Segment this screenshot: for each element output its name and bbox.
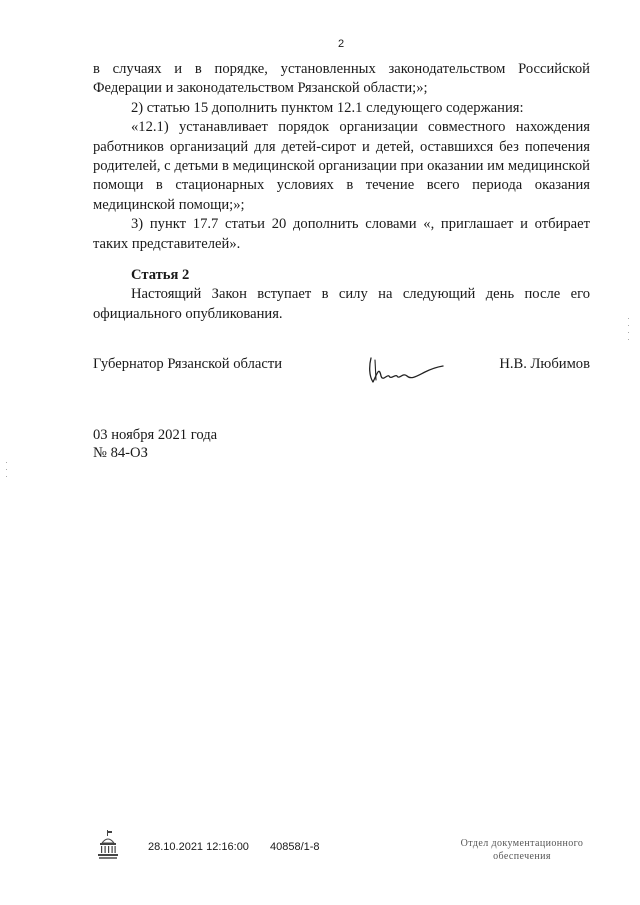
footer-timestamp: 28.10.2021 12:16:00	[148, 841, 249, 853]
paragraph-3: «12.1) устанавливает порядок организации совместного нахождения работников организаций для детей-сирот и детей, оставшихся без попечения родителей, с детьми в медицинской организации при оказании им медицинской помощи в стационарных условиях в течение всего периода оказания медицинской помощи;»;	[93, 119, 590, 213]
handwritten-signature	[365, 352, 445, 388]
stamp-line-1: Отдел документационного	[460, 838, 584, 849]
footer-doc-number: 40858/1-8	[270, 841, 320, 853]
paragraph-1: в случаях и в порядке, установленных законодательством Российской Федерации и законодательством Рязанской области;»;	[93, 61, 590, 97]
law-number: № 84-ОЗ	[93, 445, 148, 461]
stamp-line-2: обеспечения	[493, 851, 551, 862]
article-title: Статья 2	[131, 267, 190, 284]
page-number: 2	[337, 38, 345, 50]
law-date: 03 ноября 2021 года	[93, 427, 218, 443]
signatory-position: Губернатор Рязанской области	[93, 356, 283, 372]
duma-building-icon	[97, 830, 119, 860]
scan-margin-marks	[6, 462, 9, 483]
paragraph-4: 3) пункт 17.7 статьи 20 дополнить словами «, приглашает и отбирает таких представителей».	[93, 216, 590, 252]
paragraph-2: 2) статью 15 дополнить пунктом 12.1 следующего содержания:	[131, 99, 524, 116]
article-text: Настоящий Закон вступает в силу на следующий день после его официального опубликования.	[93, 286, 590, 322]
document-body	[93, 60, 590, 324]
department-stamp	[448, 837, 596, 863]
document-footer	[0, 830, 640, 870]
signatory-name: Н.В. Любимов	[499, 356, 590, 372]
scan-margin-marks-right	[628, 318, 631, 346]
date-block	[93, 426, 217, 462]
